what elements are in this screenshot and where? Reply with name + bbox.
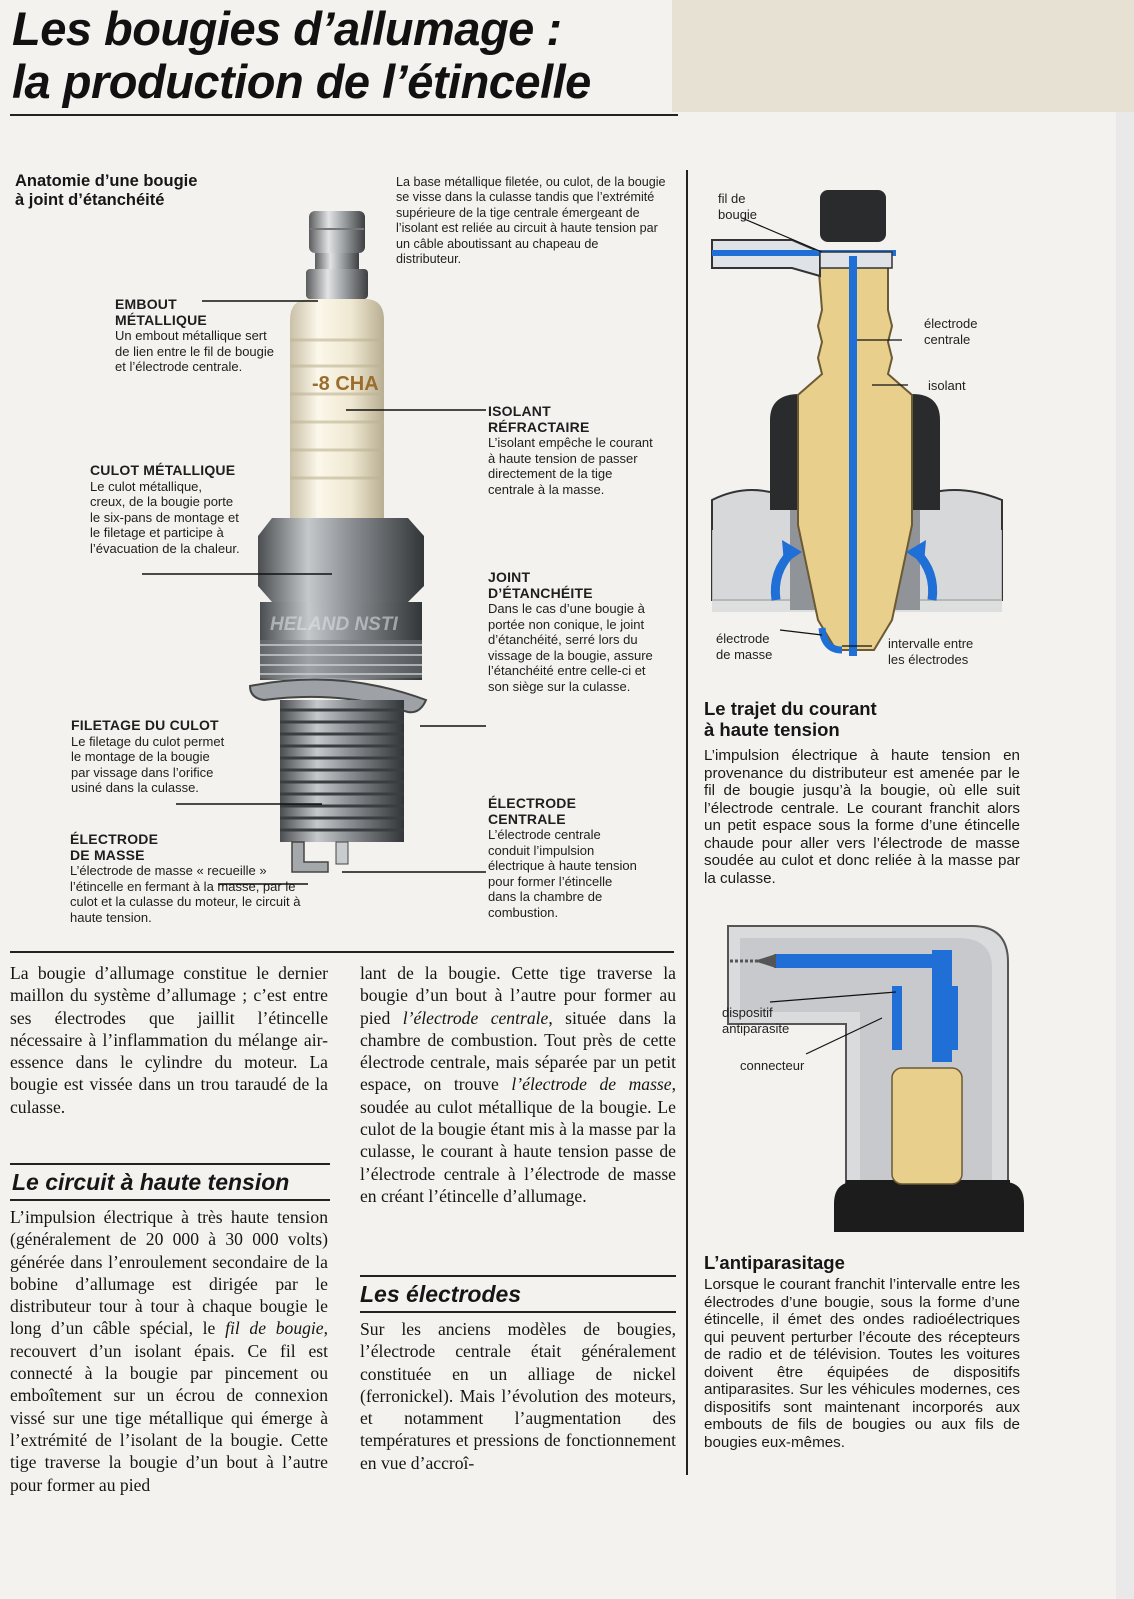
label-device: dispositif antiparasite (722, 1005, 790, 1036)
label-joint (488, 570, 653, 694)
label-center-electrode: électrode centrale (924, 316, 978, 347)
label-joint-title: JOINT D’ÉTANCHÉITE (488, 569, 593, 601)
section2-text: Sur les anciens modèles de bougies, l’électrode centrale était généralement constituée en un alliage de nickel (ferronickel). Mais l’évolution des moteurs, et notamment l’augmentation des températures et pressions de fonctionnement en vue d’accroî- (360, 1319, 676, 1473)
current-heading: Le trajet du courant à haute tension (704, 698, 877, 740)
label-filetage (71, 718, 231, 796)
label-electrode-masse-text: L’électrode de masse « recueille » l’étincelle en fermant à la masse, par le culot et la culasse du moteur, le circuit à haute tension. (70, 863, 301, 925)
suppressor-diagram (722, 920, 1012, 1240)
terminal-nut (306, 211, 368, 299)
section1-text-a: L’impulsion électrique à très haute tension (généralement de 20 000 à 30 000 volts) générée dans l’enroulement secondaire de la bobine d’allumage est dirigée par le distributeur tour à tour à chaque bougie le long d’un câble spécial, le (10, 1207, 328, 1339)
hex-marking: HELAND NSTI (270, 614, 398, 635)
label-isolant-title: ISOLANT RÉFRACTAIRE (488, 403, 590, 435)
label-electrode-centrale (488, 796, 638, 920)
section2-title: Les électrodes (360, 1281, 522, 1307)
label-gap: intervalle entre les électrodes (888, 636, 974, 667)
current-path-diagram (712, 180, 1002, 680)
intro-paragraph: La bougie d’allumage constitue le dernier maillon du système d’allumage ; c’est entre ses électrodes que jaillit l’étincelle nécessaire à l’inflammation du mélange air-essence dans le cylindre du moteur. La bougie est vissée dans un trou taraudé de la culasse. (10, 963, 328, 1117)
section1-text-c: , située dans la chambre de combustion. Tout près de cette électrode centrale, mais séparée par un petit espace, on trouve (360, 1007, 676, 1095)
section1-text-d: , soudée au culot métallique de la bougie. Le culot de la bougie étant mis à la masse par la culasse, le courant à haute tension passe de l’électrode centrale à l’électrode de masse en créant l’étincelle d’allumage. (360, 1074, 676, 1206)
boot-base (834, 1180, 1024, 1232)
label-embout-title: EMBOUT MÉTALLIQUE (115, 296, 207, 328)
anatomy-intro: La base métallique filetée, ou culot, de la bougie se visse dans la culasse tandis que l’extrémité supérieure de la tige centrale émergeant de l’isolant est reliée au circuit à haute tension par un câble aboutissant au chapeau de distributeur. (396, 175, 666, 267)
threads (280, 700, 404, 842)
label-wire: fil de bougie (718, 191, 758, 222)
label-joint-text: Dans le cas d’une bougie à portée non conique, le joint d’étanchéité, serré lors du vissage de la bougie, assure l’étanchéité entre celle-ci et son siège sur la culasse. (488, 601, 653, 694)
section1-title: Le circuit à haute tension (12, 1169, 290, 1195)
title-line-1: Les bougies d’allumage : (12, 2, 562, 55)
suppressor-heading: L’antiparasitage (704, 1252, 845, 1273)
label-filetage-text: Le filetage du culot permet le montage de la bougie par vissage dans l’orifice usiné dans la culasse. (71, 733, 225, 795)
anatomy-heading-1: Anatomie d’une bougie (15, 172, 198, 190)
section1-em-center: l’électrode centrale (402, 1007, 549, 1028)
section1-text-b: , recouvert d’un isolant épais. Ce fil est connecté à la bougie par pincement ou emboîtement sur un écrou de connexion vissé sur une tige métallique qui émerge à l’extrémité de l’isolant de la bougie. Cette tige traverse la bougie d’un bout à l’autre pour former au pied (10, 1318, 329, 1495)
column-divider (686, 170, 688, 1475)
plug-marking: -8 CHA (312, 373, 379, 395)
label-electrode-masse-title: ÉLECTRODE DE MASSE (70, 831, 159, 863)
section2-rule-bottom (360, 1311, 676, 1313)
section1-text-col2: lant de la bougie. Cette tige traverse la bougie d’un bout à l’autre pour former au pied l’électrode centrale, située dans la chambre de combustion. Tout près de cette électrode centrale, mais séparée par un petit espace, on trouve l’électrode de masse, soudée au culot métallique de la bougie. Le culot de la bougie étant mis à la masse par la culasse, le courant à haute tension passe de l’électrode centrale à l’électrode de masse en créant l’étincelle d’allumage. (360, 963, 676, 1206)
metal-shell (258, 518, 424, 680)
label-embout-text: Un embout métallique sert de lien entre le fil de bougie et l’électrode centrale. (115, 328, 275, 374)
insulator (290, 299, 384, 520)
label-isolant (488, 404, 658, 497)
page-edge (1116, 112, 1134, 1599)
label-culot-text: Le culot métallique, creux, de la bougie porte le six-pans de montage et le filetage et participe à l’évacuation de la chaleur. (90, 478, 240, 556)
section1-em-ground: l’électrode de masse (511, 1074, 672, 1095)
label-insulator: isolant (928, 378, 966, 393)
label-electrode-centrale-title: ÉLECTRODE CENTRALE (488, 795, 577, 827)
anatomy-heading (15, 172, 197, 210)
label-ground-electrode: électrode de masse (716, 631, 773, 662)
section1-em-wire: fil de bougie (225, 1318, 324, 1339)
boot-body (728, 926, 1008, 1220)
label-electrode-masse (70, 832, 310, 925)
label-culot (90, 463, 240, 556)
label-connector: connecteur (740, 1058, 805, 1073)
corner-shade (672, 0, 1134, 112)
page-title (12, 2, 591, 108)
label-filetage-title: FILETAGE DU CULOT (71, 717, 219, 733)
label-electrode-centrale-text: L’électrode centrale conduit l’impulsion électrique à haute tension pour former l’étincelle dans la chambre de combustion. (488, 827, 637, 920)
terminal-top (820, 190, 886, 242)
label-culot-title: CULOT MÉTALLIQUE (90, 462, 236, 478)
current-text: L’impulsion électrique à haute tension en provenance du distributeur est amenée par le fil de bougie jusqu’à la bougie, où elle suit l’électrode centrale. Le courant franchit alors un petit espace sous la forme d’une étincelle chaude pour aller vers l’électrode de masse soudée au culot et donc reliée à la masse par la culasse. (704, 747, 1020, 887)
anatomy-heading-2: à joint d’étanchéité (15, 191, 165, 209)
title-rule (10, 114, 678, 116)
label-embout (115, 297, 280, 375)
section1-rule-top (10, 1163, 330, 1165)
title-line-2: la production de l’étincelle (12, 55, 591, 108)
label-isolant-text: L’isolant empêche le courant à haute tension de passer directement de la tige centrale à la masse. (488, 435, 653, 497)
section1-rule-bottom (10, 1199, 330, 1201)
section1-text-col1 (10, 1206, 329, 1495)
anatomy-bottom-rule (10, 951, 674, 953)
section2-rule-top (360, 1275, 676, 1277)
insulator-tip (892, 1068, 962, 1184)
suppressor-text: Lorsque le courant franchit l’intervalle entre les électrodes d’une bougie, sous la forme d’une étincelle, il émet des ondes radioélectriques qui peuvent perturber l’écoute des récepteurs de radio et de télévision. Toutes les voitures doivent être équipées de dispositifs antiparasites. Sur les véhicules modernes, ces dispositifs sont maintenant incorporés aux embouts de fils de bougies ou aux fils de bougies eux-mêmes. (704, 1276, 1020, 1451)
